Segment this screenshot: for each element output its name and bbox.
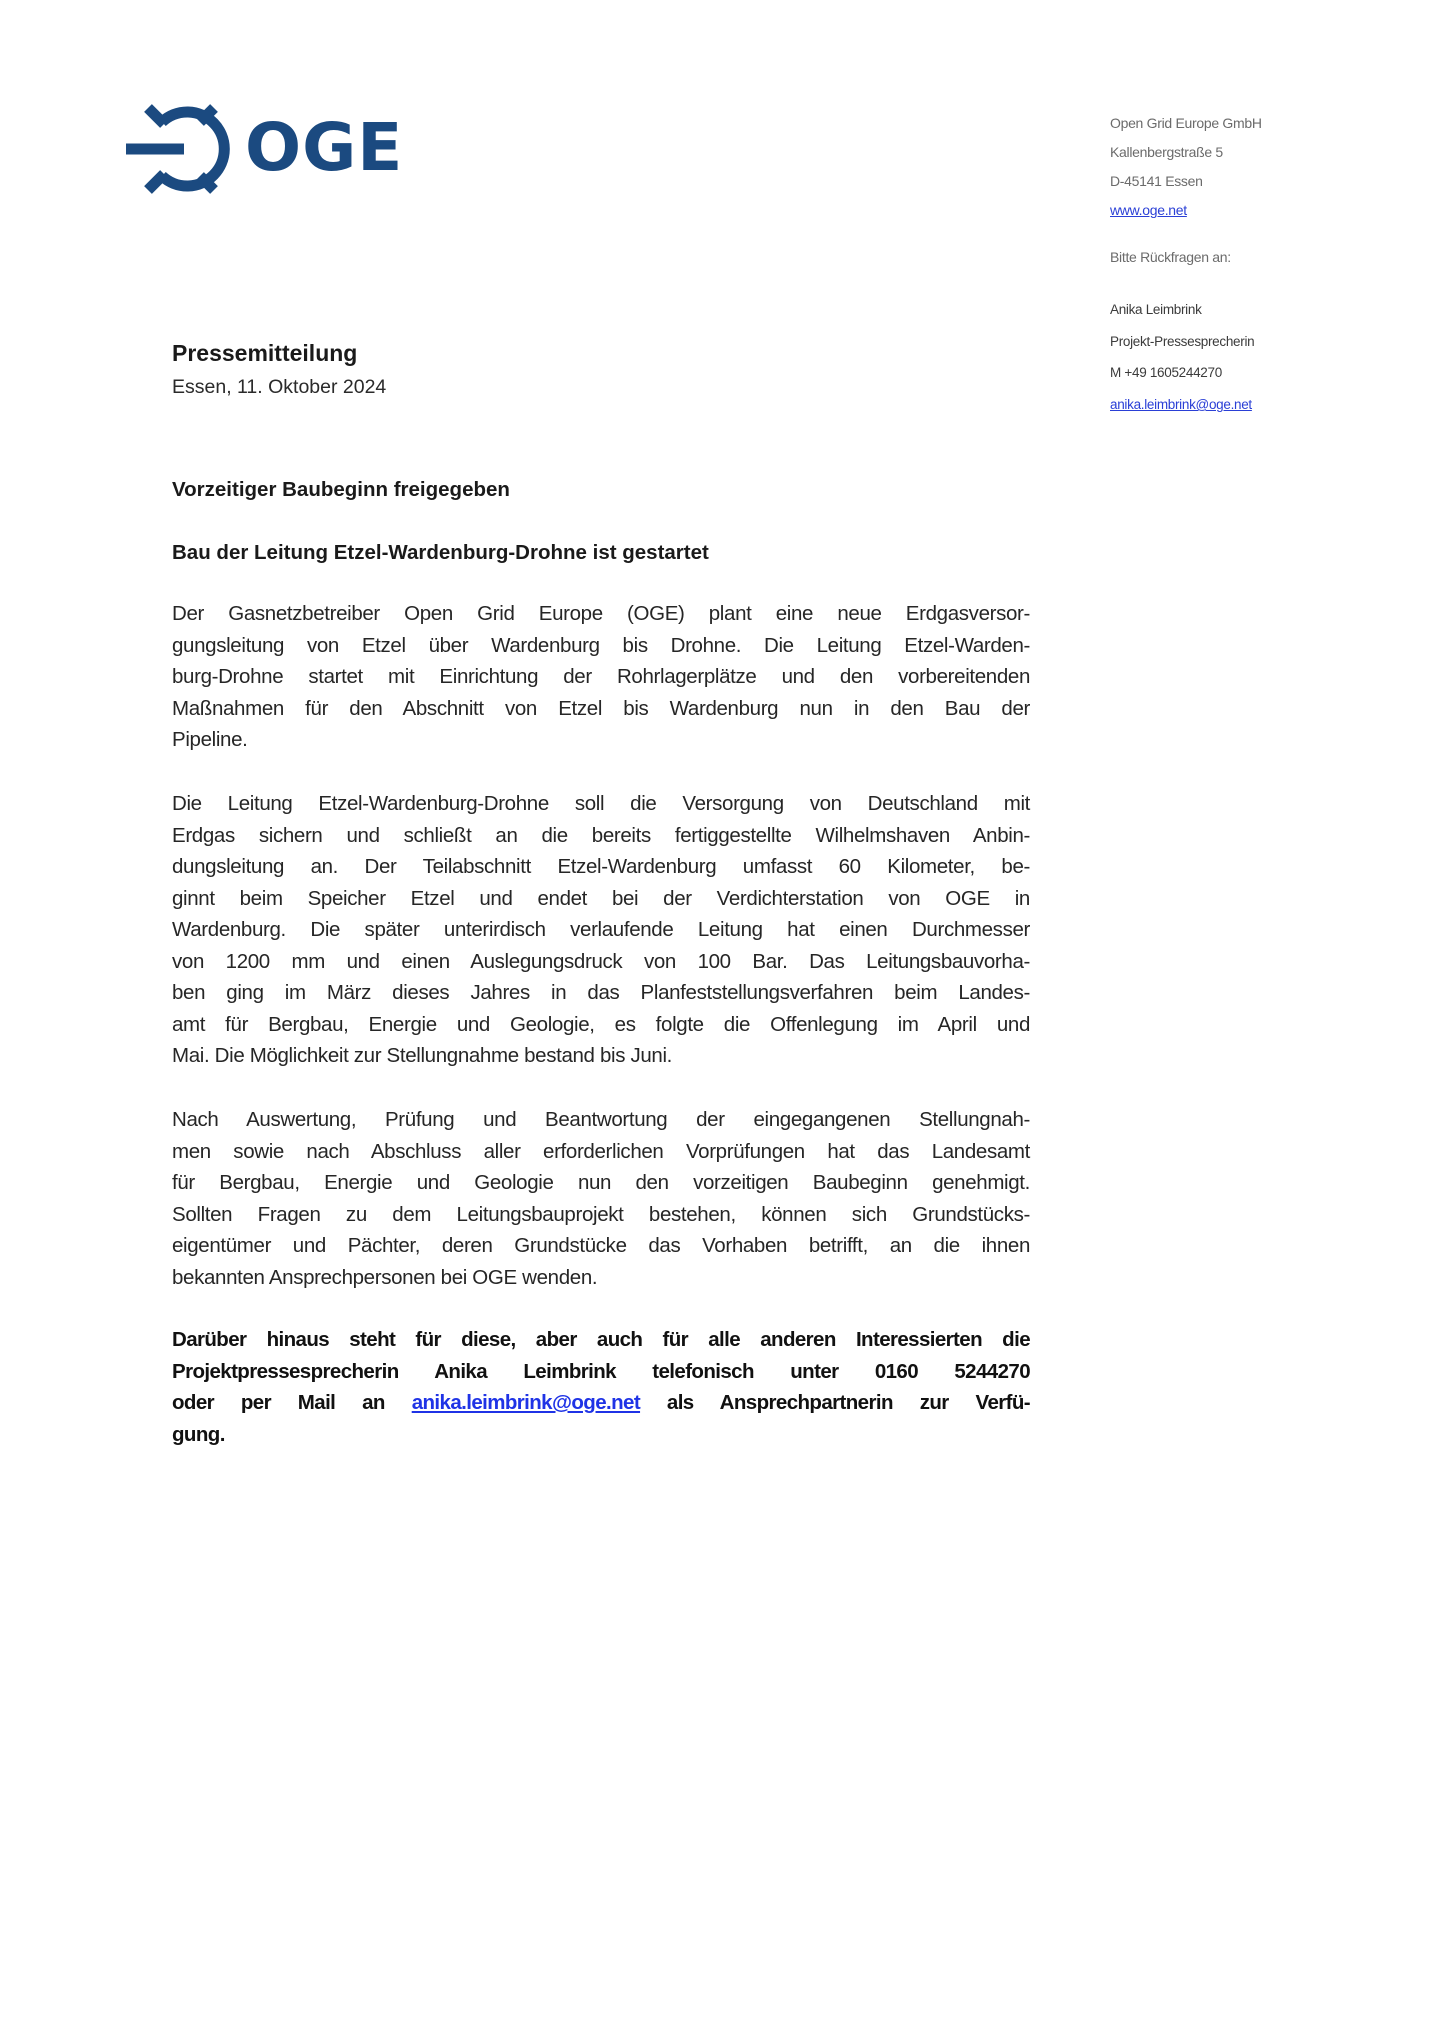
paragraph-line: gungsleitung von Etzel über Wardenburg bis Drohne. Die Leitung Etzel-Warden- (172, 633, 1030, 657)
paragraph-line: ginnt beim Speicher Etzel und endet bei der Verdichterstation von OGE in (172, 886, 1030, 910)
paragraph-line: burg-Drohne startet mit Einrichtung der Rohrlagerplätze und den vorbereitenden (172, 665, 1030, 688)
paragraph-line: Nach Auswertung, Prüfung und Beantwortung der eingegangenen Stellungnah- (172, 1108, 1030, 1131)
company-city: D-45141 Essen (1110, 173, 1203, 189)
paragraph-line: men sowie nach Abschluss aller erforderlichen Vorprüfungen hat das Landesamt (172, 1139, 1030, 1163)
oge-logo (126, 104, 406, 194)
oge-wordmark: OGE (245, 109, 404, 186)
contact-email-link[interactable]: anika.leimbrink@oge.net (1110, 397, 1252, 412)
contact-phone: M +49 1605244270 (1110, 365, 1222, 380)
paragraph-line: amt für Bergbau, Energie und Geologie, es folgte die Offenlegung im April und (172, 1012, 1030, 1036)
paragraph-line: eigentümer und Pächter, deren Grundstücke das Vorhaben betrifft, an die ihnen (172, 1234, 1030, 1257)
subheadline: Bau der Leitung Etzel-Wardenburg-Drohne ist gestartet (172, 541, 709, 564)
paragraph-line: dungsleitung an. Der Teilabschnitt Etzel-Wardenburg umfasst 60 Kilometer, be- (172, 855, 1030, 878)
headline: Vorzeitiger Baubeginn freigegeben (172, 478, 510, 501)
paragraph-line: gung. (172, 1422, 225, 1446)
paragraph-line: Erdgas sichern und schließt an die bereits fertiggestellte Wilhelmshaven Anbin- (172, 823, 1030, 847)
paragraph-line: Darüber hinaus steht für diese, aber auch für alle anderen Interessierten die (172, 1328, 1030, 1351)
paragraph-line: bekannten Ansprechpersonen bei OGE wenden. (172, 1265, 598, 1289)
paragraph-line: Projektpressesprecherin Anika Leimbrink telefonisch unter 0160 5244270 (172, 1359, 1030, 1383)
paragraph-line: Mai. Die Möglichkeit zur Stellungnahme bestand bis Juni. (172, 1044, 672, 1067)
dateline: Essen, 11. Oktober 2024 (172, 376, 387, 398)
paragraph-line: Die Leitung Etzel-Wardenburg-Drohne soll die Versorgung von Deutschland mit (172, 792, 1030, 815)
company-name: Open Grid Europe GmbH (1110, 115, 1262, 131)
company-street: Kallenbergstraße 5 (1110, 144, 1223, 160)
paragraph-line: Maßnahmen für den Abschnitt von Etzel bis Wardenburg nun in den Bau der (172, 696, 1030, 720)
contact-name: Anika Leimbrink (1110, 302, 1202, 317)
paragraph-line: Pipeline. (172, 728, 248, 751)
paragraph-line: Wardenburg. Die später unterirdisch verlaufende Leitung hat einen Durchmesser (172, 918, 1030, 941)
body-paragraph-3 (172, 1104, 1030, 1293)
document-type-heading: Pressemitteilung (172, 340, 358, 366)
paragraph-line (172, 1387, 1030, 1419)
contact-role: Projekt-Pressesprecherin (1110, 334, 1255, 349)
paragraph-line: von 1200 mm und einen Auslegungsdruck von 100 Bar. Das Leitungsbauvorha- (172, 949, 1030, 973)
inquiries-label: Bitte Rückfragen an: (1110, 249, 1231, 265)
body-paragraph-1 (172, 598, 1030, 756)
paragraph-line: für Bergbau, Energie und Geologie nun den vorzeitigen Baubeginn genehmigt. (172, 1171, 1030, 1194)
oge-emblem-icon (126, 104, 238, 194)
closing-text-before-link: oder per Mail an (172, 1391, 412, 1414)
closing-email-link[interactable]: anika.leimbrink@oge.net (411, 1391, 641, 1414)
body-paragraph-2 (172, 788, 1030, 1072)
website-link[interactable]: www.oge.net (1110, 202, 1187, 218)
paragraph-line: Sollten Fragen zu dem Leitungsbauprojekt bestehen, können sich Grundstücks- (172, 1202, 1030, 1226)
paragraph-line: Der Gasnetzbetreiber Open Grid Europe (OGE) plant eine neue Erdgasversor- (172, 602, 1030, 625)
closing-paragraph (172, 1324, 1030, 1450)
paragraph-line: ben ging im März dieses Jahres in das Planfeststellungsverfahren beim Landes- (172, 981, 1030, 1004)
closing-text-after-link: als Ansprechpartnerin zur Verfü- (640, 1391, 1031, 1414)
